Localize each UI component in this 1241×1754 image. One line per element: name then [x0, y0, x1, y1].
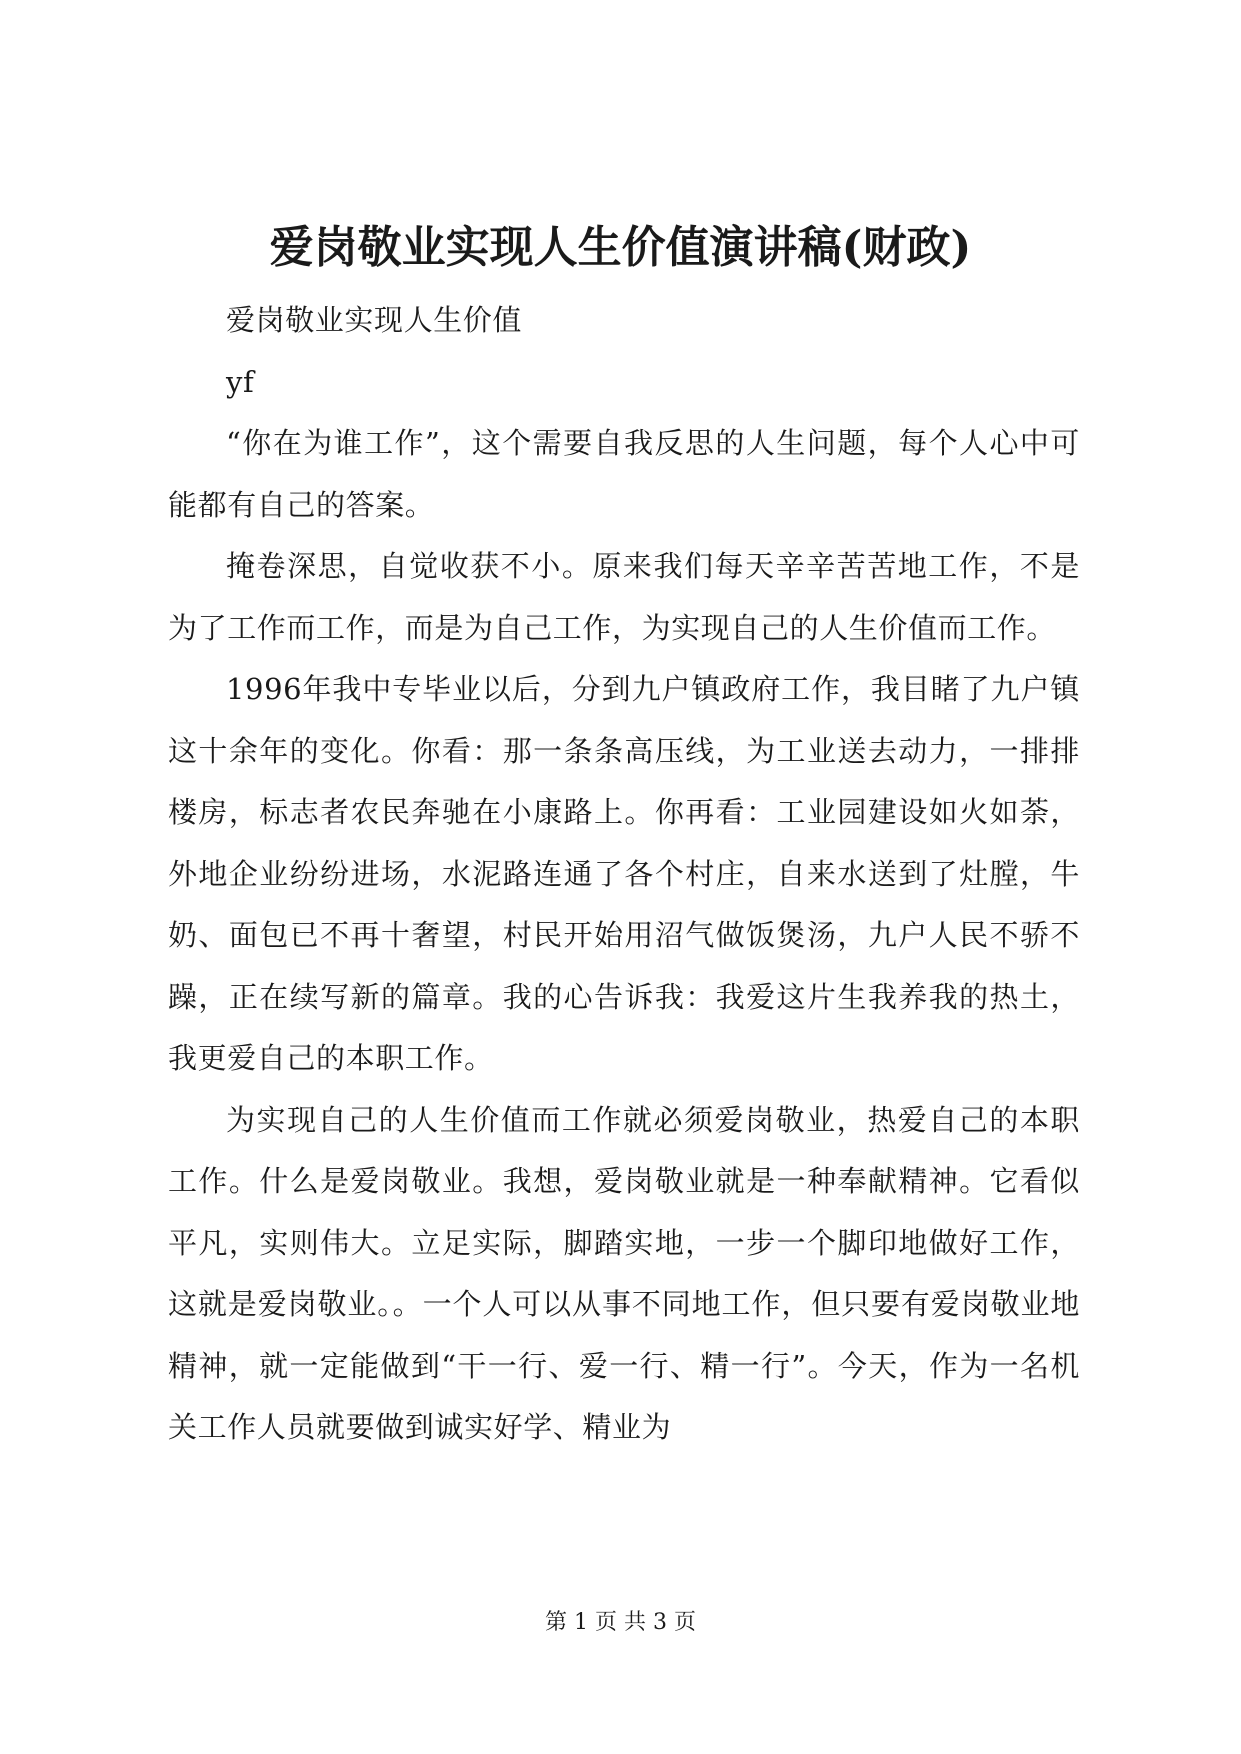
subtitle-paragraph: 爱岗敬业实现人生价值: [226, 303, 523, 337]
body-paragraph: 掩卷深思，自觉收获不小。原来我们每天辛辛苦苦地工作，不是为了工作而工作，而是为自己工作，为实现自己的人生价值而工作。: [168, 549, 1080, 645]
author-paragraph: yf: [226, 364, 255, 399]
body-paragraph: 为实现自己的人生价值而工作就必须爱岗敬业，热爱自己的本职工作。什么是爱岗敬业。我想，爱岗敬业就是一种奉献精神。它看似平凡，实则伟大。立足实际，脚踏实地，一步一个脚印地做好工作，这就是爱岗敬业。。一个人可以从事不同地工作，但只要有爱岗敬业地精神，就一定能做到“干一行、爱一行、精一行”。今天，作为一名机关工作人员就要做到诚实好学、精业为: [168, 1102, 1080, 1444]
document-title: 爱岗敬业实现人生价值演讲稿(财政): [269, 222, 972, 273]
page-footer: 第 1 页 共 3 页: [545, 1610, 696, 1635]
body-paragraph: 1996年我中专毕业以后，分到九户镇政府工作，我目睹了九户镇这十余年的变化。你看：那一条条高压线，为工业送去动力，一排排楼房，标志者农民奔驰在小康路上。你再看：工业园建设如火如荼，外地企业纷纷进场，水泥路连通了各个村庄，自来水送到了灶膛，牛奶、面包已不再十奢望，村民开始用沼气做饭煲汤，九户人民不骄不躁，正在续写新的篇章。我的心告诉我：我爱这片生我养我的热土，我更爱自己的本职工作。: [168, 672, 1080, 1075]
body-paragraph: “你在为谁工作”，这个需要自我反思的人生问题，每个人心中可能都有自己的答案。: [168, 426, 1080, 522]
document-body: [168, 290, 1080, 1459]
